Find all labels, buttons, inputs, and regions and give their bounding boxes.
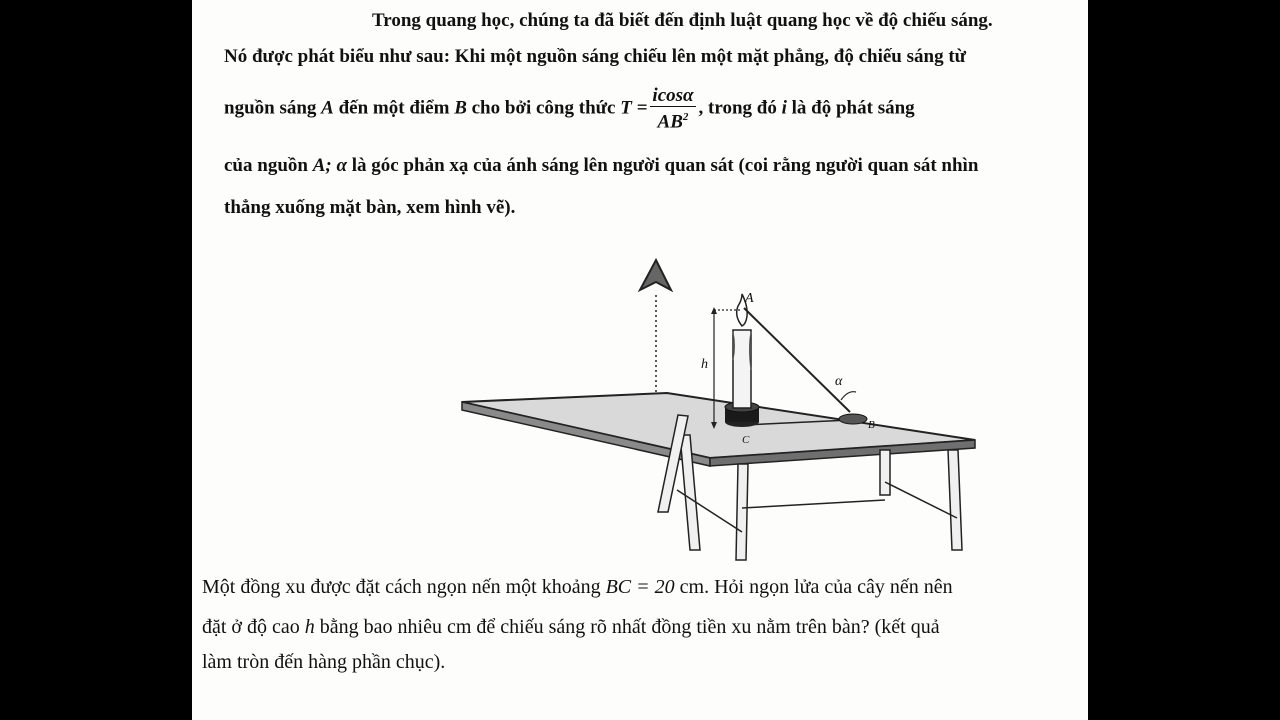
formula-denominator <box>650 107 695 132</box>
label-B: B <box>868 419 875 431</box>
document-page <box>192 0 1088 720</box>
angle-arc <box>841 392 856 400</box>
label-A: A <box>745 291 754 306</box>
candle-body <box>733 330 751 408</box>
var-i: i <box>781 97 787 119</box>
formula-fraction <box>650 86 695 132</box>
text-span: Trong quang học, chúng ta đã biết đến định luật quang học về độ chiếu sáng. <box>372 10 993 31</box>
text-span: là độ phát sáng <box>786 97 915 119</box>
formula-den-base: AB <box>657 111 683 133</box>
text-span: đến một điểm <box>333 97 455 119</box>
text-span: cho bởi công thức <box>466 97 621 119</box>
table-leg-back-right <box>880 450 890 495</box>
text-span: Một đồng xu được đặt cách ngọn nến một khoảng <box>202 576 606 598</box>
paragraph-line-1 <box>372 9 993 33</box>
formula-den-exp: 2 <box>682 111 689 123</box>
var-B: B <box>454 97 467 119</box>
light-ray-AB <box>744 308 850 412</box>
paragraph-line-4 <box>224 154 978 178</box>
var-alpha: α <box>331 155 352 176</box>
text-span: làm tròn đến hàng phần chục). <box>202 651 446 673</box>
label-C: C <box>742 434 750 446</box>
table-leg-right <box>948 450 962 550</box>
observer-eye-icon <box>640 260 671 290</box>
text-span: bằng bao nhiêu cm để chiếu sáng rõ nhất đồng tiền xu nằm trên bàn? (kết quả <box>314 616 940 638</box>
question-line-2 <box>202 615 940 639</box>
text-span: đặt ở độ cao <box>202 616 305 638</box>
question-line-3 <box>202 650 445 674</box>
paragraph-line-3 <box>224 86 915 132</box>
text-span: là góc phản xạ của ánh sáng lên người quan sát (coi rằng người quan sát nhìn <box>351 155 979 176</box>
table-candle-figure <box>452 250 875 570</box>
paragraph-line-2 <box>224 45 966 69</box>
label-alpha: α <box>835 374 843 389</box>
paragraph-line-5 <box>224 196 515 220</box>
label-h: h <box>701 357 708 372</box>
text-span: cm. Hỏi ngọn lửa của cây nến nên <box>674 576 953 598</box>
table-stretcher <box>742 500 885 508</box>
bc-expression: BC = 20 <box>605 576 675 598</box>
text-span: của nguồn <box>224 155 313 176</box>
formula-lhs: T = <box>620 97 648 119</box>
text-span: , trong đó <box>698 97 782 119</box>
question-line-1 <box>202 575 953 599</box>
var-h: h <box>304 616 315 638</box>
text-span: thẳng xuống mặt bàn, xem hình vẽ). <box>224 197 516 218</box>
coin <box>839 414 867 424</box>
table-stretcher <box>885 482 957 518</box>
table-leg-front <box>736 464 748 560</box>
formula-numerator: icosα <box>652 85 694 106</box>
text-span: nguồn sáng <box>224 97 322 119</box>
var-A: A <box>321 97 334 119</box>
text-span: Nó được phát biểu như sau: Khi một nguồn sáng chiếu lên một mặt phẳng, độ chiếu sáng từ <box>224 46 967 67</box>
var-A: A; <box>312 155 332 176</box>
